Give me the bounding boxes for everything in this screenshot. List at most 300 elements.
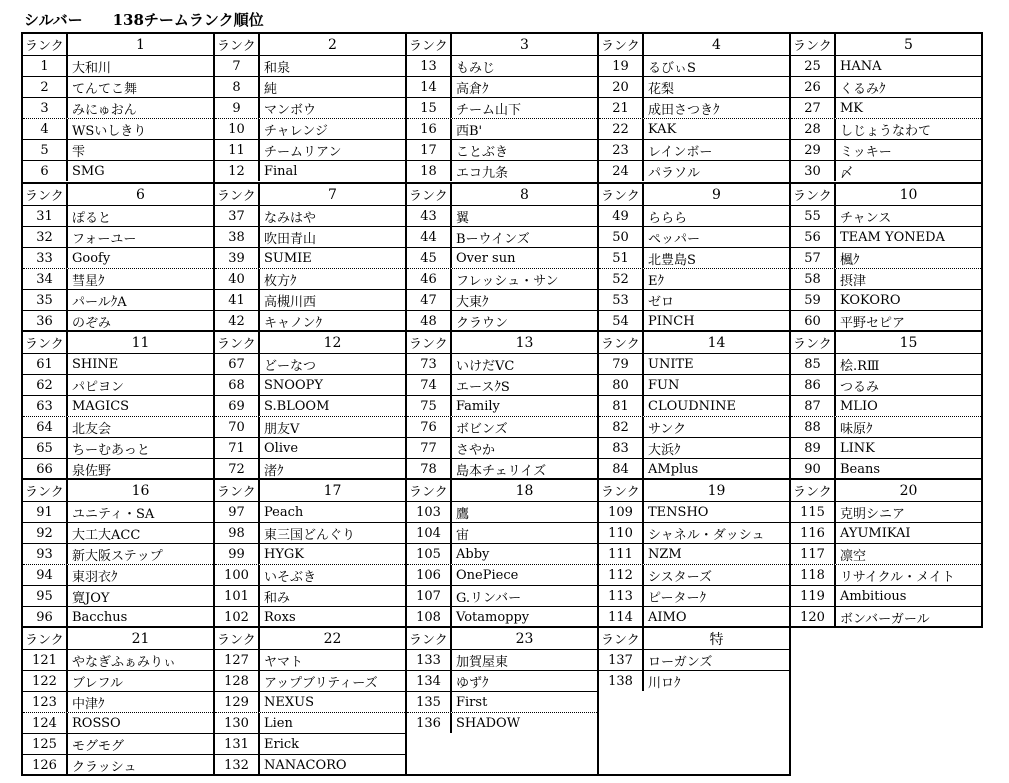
- team-rank: 75: [407, 396, 452, 416]
- team-row: [23, 310, 213, 331]
- rank-group: [791, 330, 981, 478]
- rank-group: [407, 330, 597, 478]
- team-name: ボビンズ: [456, 421, 508, 437]
- team-name: ペッパー: [648, 231, 701, 247]
- team-name: 大東ｸ: [456, 294, 489, 310]
- team-name: シスターズ: [648, 569, 712, 585]
- rank-group: [599, 626, 789, 774]
- team-row: [215, 522, 405, 543]
- rank-column: [789, 32, 983, 628]
- team-rank: 72: [215, 459, 260, 479]
- team-row: [599, 205, 789, 226]
- rank-header-label: ランク: [791, 480, 836, 501]
- team-rank: 119: [791, 586, 836, 606]
- team-row: [23, 289, 213, 310]
- team-rank: 83: [599, 438, 644, 458]
- team-row: [407, 543, 597, 564]
- team-name: TEAM YONEDA: [840, 229, 945, 245]
- group-label: 15: [899, 334, 918, 351]
- team-rank: 131: [215, 734, 260, 754]
- rank-header-label: ランク: [599, 184, 644, 205]
- team-rank: 134: [407, 671, 452, 691]
- team-rank: 76: [407, 417, 452, 437]
- team-rank: 14: [407, 77, 452, 97]
- team-rank: 135: [407, 692, 452, 712]
- team-rank: 36: [23, 311, 68, 331]
- team-name: Bーウインズ: [456, 231, 530, 247]
- team-row: [599, 118, 789, 139]
- team-row: [791, 160, 981, 181]
- team-name: 凛空: [840, 548, 867, 564]
- team-name: ROSSO: [72, 715, 121, 731]
- team-name: チームリアン: [264, 144, 342, 160]
- team-rank: 73: [407, 354, 452, 374]
- team-row: [215, 118, 405, 139]
- team-rank: 28: [791, 119, 836, 139]
- team-name: チャレンジ: [264, 123, 328, 139]
- team-name: パールｸA: [72, 294, 127, 310]
- rank-group: [599, 34, 789, 182]
- team-rank: 79: [599, 354, 644, 374]
- team-name: エコ九条: [456, 165, 509, 181]
- team-name: 宙: [456, 527, 470, 543]
- team-rank: 107: [407, 586, 452, 606]
- team-rank: 85: [791, 354, 836, 374]
- rank-header-label: ランク: [791, 184, 836, 205]
- team-rank: 39: [215, 248, 260, 268]
- team-rank: 81: [599, 396, 644, 416]
- group-label: 21: [131, 630, 150, 647]
- team-row: [407, 670, 597, 691]
- team-rank: 65: [23, 438, 68, 458]
- group-header: [599, 184, 789, 205]
- team-rank: 17: [407, 140, 452, 160]
- team-rank: 20: [599, 77, 644, 97]
- team-row: [23, 437, 213, 458]
- team-name: 渚ｸ: [264, 463, 284, 479]
- team-rank: 58: [791, 269, 836, 289]
- team-name: Family: [456, 398, 500, 414]
- team-rank: 46: [407, 269, 452, 289]
- team-row: [791, 606, 981, 627]
- rank-group: [407, 478, 597, 626]
- team-name: ことぶき: [456, 144, 509, 160]
- team-rank: 31: [23, 206, 68, 226]
- team-row: [599, 437, 789, 458]
- team-rank: 45: [407, 248, 452, 268]
- team-rank: 38: [215, 227, 260, 247]
- group-label: 10: [899, 186, 918, 203]
- team-row: [407, 310, 597, 331]
- team-rank: 113: [599, 586, 644, 606]
- team-row: [407, 55, 597, 76]
- rank-header-label: ランク: [23, 332, 68, 353]
- team-row: [791, 118, 981, 139]
- team-name: 北友会: [72, 421, 112, 437]
- team-rank: 99: [215, 544, 260, 564]
- group-header: [599, 628, 789, 649]
- team-name: Beans: [840, 461, 881, 477]
- team-name: Eｸ: [648, 273, 664, 289]
- team-rank: 68: [215, 375, 260, 395]
- team-name: UNITE: [648, 356, 694, 372]
- team-rank: 19: [599, 56, 644, 76]
- team-row: [23, 374, 213, 395]
- team-row: [407, 564, 597, 585]
- team-row: [23, 670, 213, 691]
- team-rank: 110: [599, 523, 644, 543]
- team-name: AYUMIKAI: [840, 525, 911, 541]
- team-rank: 121: [23, 650, 68, 670]
- team-name: ゼロ: [648, 294, 675, 310]
- team-row: [23, 247, 213, 268]
- team-rank: 26: [791, 77, 836, 97]
- group-header: [407, 34, 597, 55]
- rank-header-label: ランク: [23, 184, 68, 205]
- team-name: チーム山下: [456, 102, 522, 118]
- team-name: 純: [264, 81, 278, 97]
- team-name: のぞみ: [72, 315, 112, 331]
- team-name: 北豊島S: [648, 252, 696, 268]
- team-rank: 23: [599, 140, 644, 160]
- team-rank: 91: [23, 502, 68, 522]
- team-name: チャンス: [840, 210, 892, 226]
- team-name: 川ロｸ: [648, 675, 681, 691]
- rank-header-label: ランク: [23, 34, 68, 55]
- team-name: HANA: [840, 58, 882, 74]
- team-rank: 40: [215, 269, 260, 289]
- team-row: [599, 606, 789, 627]
- team-name: 彗星ｸ: [72, 273, 105, 289]
- team-row: [407, 712, 597, 733]
- team-rank: 124: [23, 713, 68, 733]
- team-name: ヤマト: [264, 654, 304, 670]
- team-name: Roxs: [264, 609, 296, 625]
- team-row: [407, 139, 597, 160]
- team-rank: 88: [791, 417, 836, 437]
- team-name: エースｸS: [456, 379, 510, 395]
- team-row: [791, 97, 981, 118]
- team-name: KAK: [648, 121, 677, 137]
- team-name: なみはや: [264, 210, 317, 226]
- team-name: LINK: [840, 440, 875, 456]
- team-name: クラッシュ: [72, 759, 137, 775]
- team-rank: 106: [407, 565, 452, 585]
- team-name: Lien: [264, 715, 293, 731]
- team-name: Abby: [456, 546, 490, 562]
- team-rank: 35: [23, 290, 68, 310]
- team-row: [215, 395, 405, 416]
- group-header: [791, 184, 981, 205]
- group-label: 5: [904, 36, 913, 53]
- team-name: S.BLOOM: [264, 398, 330, 414]
- group-header: [791, 34, 981, 55]
- rank-group: [599, 182, 789, 330]
- rank-group: [407, 34, 597, 182]
- team-row: [215, 564, 405, 585]
- team-name: KOKORO: [840, 292, 901, 308]
- team-row: [599, 564, 789, 585]
- team-row: [407, 160, 597, 181]
- team-row: [791, 289, 981, 310]
- team-row: [599, 585, 789, 606]
- team-row: [23, 55, 213, 76]
- team-name: アップブリティーズ: [264, 675, 378, 691]
- team-rank: 132: [215, 755, 260, 775]
- team-row: [407, 585, 597, 606]
- group-label: 8: [520, 186, 529, 203]
- team-rank: 133: [407, 650, 452, 670]
- team-row: [791, 247, 981, 268]
- team-row: [599, 501, 789, 522]
- rank-header-label: ランク: [407, 184, 452, 205]
- team-row: [407, 118, 597, 139]
- team-rank: 43: [407, 206, 452, 226]
- team-rank: 61: [23, 354, 68, 374]
- team-name: SHADOW: [456, 715, 521, 731]
- team-name: パピヨン: [72, 379, 125, 395]
- team-name: 西B': [456, 123, 483, 139]
- group-header: [215, 34, 405, 55]
- team-row: [407, 226, 597, 247]
- team-name: 摂津: [840, 273, 867, 289]
- team-row: [407, 268, 597, 289]
- team-rank: 6: [23, 161, 68, 181]
- team-name: フォーユー: [72, 231, 137, 247]
- team-name: レインボー: [648, 144, 713, 160]
- team-rank: 50: [599, 227, 644, 247]
- team-rank: 8: [215, 77, 260, 97]
- team-rank: 94: [23, 565, 68, 585]
- rank-group: [215, 182, 405, 330]
- team-row: [599, 310, 789, 331]
- team-row: [791, 268, 981, 289]
- team-rank: 128: [215, 671, 260, 691]
- team-row: [23, 395, 213, 416]
- team-row: [407, 606, 597, 627]
- team-name: シャネル・ダッシュ: [648, 527, 765, 543]
- team-name: いそぶき: [264, 569, 317, 585]
- team-name: Olive: [264, 440, 299, 456]
- team-row: [599, 416, 789, 437]
- group-header: [599, 34, 789, 55]
- rank-group: [791, 34, 981, 182]
- team-rank: 77: [407, 438, 452, 458]
- team-rank: 27: [791, 98, 836, 118]
- team-name: ローガンズ: [648, 654, 713, 670]
- team-row: [791, 226, 981, 247]
- group-label: 22: [323, 630, 342, 647]
- team-row: [23, 353, 213, 374]
- team-name: 東羽衣ｸ: [72, 569, 118, 585]
- team-row: [407, 501, 597, 522]
- team-row: [215, 226, 405, 247]
- group-header: [407, 480, 597, 501]
- team-name: 〆: [840, 165, 854, 181]
- team-name: 東三国どんぐり: [264, 527, 356, 543]
- rank-group: [407, 626, 597, 774]
- team-rank: 118: [791, 565, 836, 585]
- rank-group: [23, 478, 213, 626]
- team-rank: 109: [599, 502, 644, 522]
- team-name: 寛JOY: [72, 590, 110, 606]
- team-row: [791, 139, 981, 160]
- rank-header-label: ランク: [23, 480, 68, 501]
- group-header: [791, 332, 981, 353]
- team-rank: 57: [791, 248, 836, 268]
- team-name: つるみ: [840, 379, 880, 395]
- rank-header-label: ランク: [599, 332, 644, 353]
- team-rank: 125: [23, 734, 68, 754]
- team-rank: 136: [407, 713, 452, 733]
- rank-column: [597, 32, 791, 776]
- team-rank: 82: [599, 417, 644, 437]
- team-rank: 126: [23, 755, 68, 775]
- team-rank: 49: [599, 206, 644, 226]
- group-label: 13: [515, 334, 534, 351]
- group-header: [791, 480, 981, 501]
- team-row: [791, 310, 981, 331]
- team-rank: 41: [215, 290, 260, 310]
- team-rank: 123: [23, 692, 68, 712]
- team-row: [407, 76, 597, 97]
- group-header: [23, 184, 213, 205]
- team-row: [215, 97, 405, 118]
- rank-group: [215, 34, 405, 182]
- team-row: [599, 353, 789, 374]
- team-row: [599, 226, 789, 247]
- team-rank: 55: [791, 206, 836, 226]
- team-row: [215, 289, 405, 310]
- team-row: [791, 543, 981, 564]
- group-header: [407, 184, 597, 205]
- group-header: [599, 480, 789, 501]
- team-name: るびぃS: [648, 60, 696, 76]
- team-rank: 129: [215, 692, 260, 712]
- team-rank: 92: [23, 523, 68, 543]
- team-row: [407, 522, 597, 543]
- team-name: Erick: [264, 736, 300, 752]
- rank-header-label: ランク: [599, 480, 644, 501]
- team-row: [599, 670, 789, 691]
- group-label: 23: [515, 630, 534, 647]
- group-label: 12: [323, 334, 342, 351]
- page-title: シルバー 138チームランク順位: [24, 11, 264, 29]
- team-row: [23, 205, 213, 226]
- team-name: 味原ｸ: [840, 421, 873, 437]
- team-name: 大和川: [72, 60, 112, 76]
- team-rank: 54: [599, 311, 644, 331]
- team-rank: 138: [599, 671, 644, 691]
- group-header: [215, 628, 405, 649]
- team-row: [23, 754, 213, 775]
- team-name: キャノンｸ: [264, 315, 322, 331]
- team-row: [407, 437, 597, 458]
- team-name: 克明シニア: [840, 506, 906, 522]
- team-name: 成田さつきｸ: [648, 102, 720, 118]
- rank-group: [215, 478, 405, 626]
- team-row: [599, 522, 789, 543]
- group-label: 7: [328, 186, 337, 203]
- team-rank: 2: [23, 77, 68, 97]
- team-row: [407, 416, 597, 437]
- team-row: [23, 522, 213, 543]
- rank-header-label: ランク: [23, 628, 68, 649]
- team-name: Votamoppy: [456, 609, 530, 625]
- team-name: 枚方ｸ: [264, 273, 297, 289]
- team-row: [23, 606, 213, 627]
- group-label: 17: [323, 482, 342, 499]
- rank-column: [405, 32, 599, 776]
- team-row: [23, 733, 213, 754]
- team-rank: 59: [791, 290, 836, 310]
- team-rank: 1: [23, 56, 68, 76]
- team-row: [215, 205, 405, 226]
- team-name: ブレフル: [72, 675, 123, 691]
- team-rank: 53: [599, 290, 644, 310]
- team-row: [791, 205, 981, 226]
- ranking-table: [21, 32, 981, 777]
- team-rank: 116: [791, 523, 836, 543]
- group-label: 4: [712, 36, 721, 53]
- group-label: 19: [707, 482, 726, 499]
- team-row: [407, 395, 597, 416]
- team-rank: 66: [23, 459, 68, 479]
- team-rank: 104: [407, 523, 452, 543]
- team-row: [23, 118, 213, 139]
- team-rank: 86: [791, 375, 836, 395]
- team-rank: 84: [599, 459, 644, 479]
- team-name: 島本チェリイズ: [456, 463, 547, 479]
- team-name: MK: [840, 100, 864, 116]
- team-name: 翼: [456, 210, 470, 226]
- group-header: [215, 480, 405, 501]
- team-name: フレッシュ・サン: [456, 273, 559, 289]
- rank-group: [407, 182, 597, 330]
- team-name: First: [456, 694, 488, 710]
- team-name: G.リンバー: [456, 590, 522, 606]
- team-rank: 52: [599, 269, 644, 289]
- team-row: [791, 395, 981, 416]
- team-rank: 87: [791, 396, 836, 416]
- team-rank: 24: [599, 161, 644, 181]
- team-row: [791, 437, 981, 458]
- team-name: マンボウ: [264, 102, 317, 118]
- group-header: [599, 332, 789, 353]
- rank-column: [21, 32, 215, 776]
- team-name: リサイクル・メイト: [840, 569, 955, 585]
- team-name: NEXUS: [264, 694, 314, 710]
- team-row: [215, 754, 405, 775]
- team-row: [599, 247, 789, 268]
- team-rank: 80: [599, 375, 644, 395]
- team-name: OnePiece: [456, 567, 519, 583]
- team-name: MLIO: [840, 398, 878, 414]
- team-name: 雫: [72, 144, 86, 160]
- team-name: PINCH: [648, 313, 695, 329]
- team-name: AIMO: [648, 609, 687, 625]
- group-label: 9: [712, 186, 721, 203]
- team-row: [599, 76, 789, 97]
- team-row: [599, 97, 789, 118]
- team-rank: 114: [599, 607, 644, 627]
- team-rank: 97: [215, 502, 260, 522]
- group-label: 16: [131, 482, 150, 499]
- team-row: [23, 712, 213, 733]
- team-row: [23, 691, 213, 712]
- team-row: [23, 543, 213, 564]
- team-name: ゆずｸ: [456, 675, 489, 691]
